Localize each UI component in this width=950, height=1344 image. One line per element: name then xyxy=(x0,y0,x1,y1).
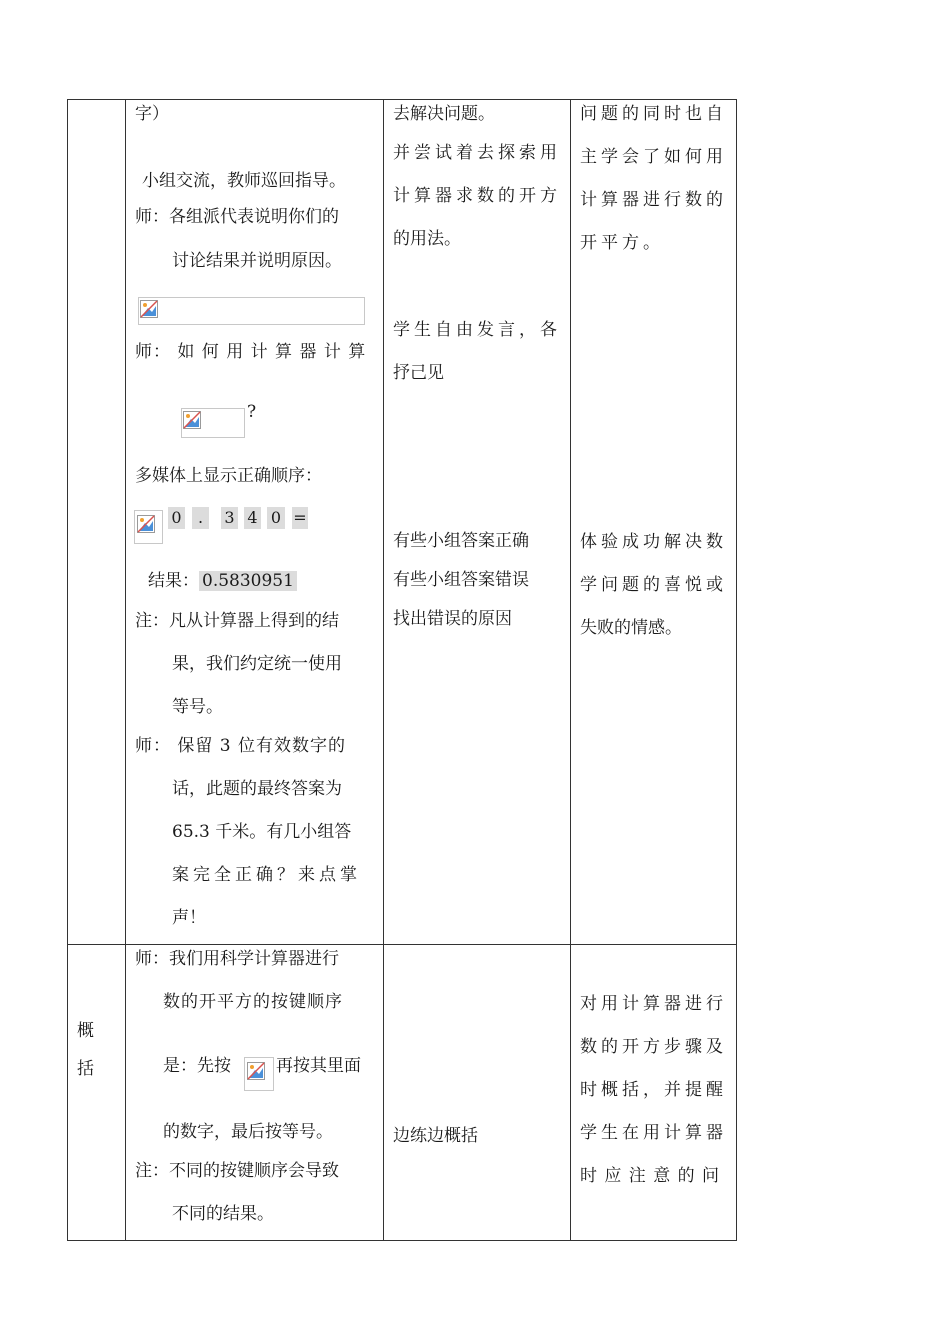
row-divider xyxy=(67,944,737,945)
text-line: 果，我们约定统一使用 xyxy=(172,654,342,674)
result-value: 0.5830951 xyxy=(199,571,297,591)
text-line: 案完全正确？来点掌 xyxy=(172,865,361,885)
text-line: 失败的情感。 xyxy=(580,618,682,638)
question-mark: ? xyxy=(247,402,257,422)
text-line: 的用法。 xyxy=(393,229,461,249)
col-border-1 xyxy=(67,99,68,1241)
text-line: 开平方。 xyxy=(580,233,664,253)
text-line: 学生自由发言，各 xyxy=(393,320,561,340)
table-top-border xyxy=(67,99,737,100)
col-border-3 xyxy=(383,99,384,1241)
result-line xyxy=(148,570,297,592)
text-line: 抒己见 xyxy=(393,363,444,383)
key-3: 3 xyxy=(221,507,238,529)
text-line: 有些小组答案正确 xyxy=(393,531,529,551)
text-line: 声！ xyxy=(172,908,206,928)
stage-label-char: 概 xyxy=(77,1021,94,1041)
text-line: 主学会了如何用 xyxy=(580,147,727,167)
text-line: 师：我们用科学计算器进行 xyxy=(135,949,339,969)
text-line: 师：各组派代表说明你们的 xyxy=(135,207,339,227)
text-line: 话，此题的最终答案为 xyxy=(172,779,342,799)
text-line: 并尝试着去探索用 xyxy=(393,143,561,163)
key-dot: . xyxy=(192,507,209,529)
key-0: 0 xyxy=(168,507,185,529)
text-line: 对用计算器进行 xyxy=(580,994,727,1014)
text-line: 等号。 xyxy=(172,697,223,717)
text-line: 计算器进行数的 xyxy=(580,190,727,210)
text-line: 学问题的喜悦或 xyxy=(580,575,727,595)
text-line: 字） xyxy=(135,104,169,124)
text-line: 去解决问题。 xyxy=(393,104,495,124)
col-border-2 xyxy=(125,99,126,1241)
text-line: 数的开平方的按键顺序 xyxy=(163,992,343,1012)
text-line: 小组交流，教师巡回指导。 xyxy=(142,171,346,191)
text-line: 学生在用计算器 xyxy=(580,1123,727,1143)
text-line: 不同的结果。 xyxy=(172,1204,274,1224)
text-line: 边练边概括 xyxy=(393,1126,478,1146)
text-line: 多媒体上显示正确顺序： xyxy=(135,466,322,486)
text-line: 再按其里面 xyxy=(276,1056,361,1076)
text-line: 有些小组答案错误 xyxy=(393,570,529,590)
text-line: 是：先按 xyxy=(163,1056,231,1076)
stage-label-char: 括 xyxy=(77,1059,94,1079)
sqrt-key-image xyxy=(134,510,163,544)
sqrt-expression-image xyxy=(181,408,245,438)
broken-image-icon xyxy=(140,300,158,318)
text-line: 注：凡从计算器上得到的结 xyxy=(135,611,339,631)
text-line: 体验成功解决数 xyxy=(580,532,727,552)
sqrt-key-image xyxy=(244,1057,274,1091)
key-4: 4 xyxy=(244,507,261,529)
text-line: 数的开方步骤及 xyxy=(580,1037,727,1057)
key-0-second: 0 xyxy=(267,507,285,529)
text-line: 计算器求数的开方 xyxy=(393,186,561,206)
text-line: 师： 如 何 用 计 算 器 计 算 xyxy=(135,342,367,362)
table-bottom-border xyxy=(67,1240,737,1241)
result-label: 结果： xyxy=(148,571,199,591)
text-line: 时概括，并提醒 xyxy=(580,1080,727,1100)
col-border-4 xyxy=(570,99,571,1241)
text-line: 注：不同的按键顺序会导致 xyxy=(135,1161,339,1181)
text-line: 的数字，最后按等号。 xyxy=(163,1122,333,1142)
text-line: 讨论结果并说明原因。 xyxy=(172,251,342,271)
text-line: 师： 保留 3 位有效数字的 xyxy=(135,736,347,756)
formula-image xyxy=(138,297,365,325)
text-line: 找出错误的原因 xyxy=(393,609,512,629)
text-line: 时 应 注 意 的 问 xyxy=(580,1166,721,1186)
col-border-5 xyxy=(736,99,737,1241)
broken-image-icon xyxy=(137,515,155,533)
broken-image-icon xyxy=(183,411,201,429)
text-line: 问题的同时也自 xyxy=(580,104,727,124)
broken-image-icon xyxy=(247,1062,265,1080)
key-equals: = xyxy=(293,508,307,527)
text-line: 65.3 千米。有几小组答 xyxy=(172,822,352,842)
